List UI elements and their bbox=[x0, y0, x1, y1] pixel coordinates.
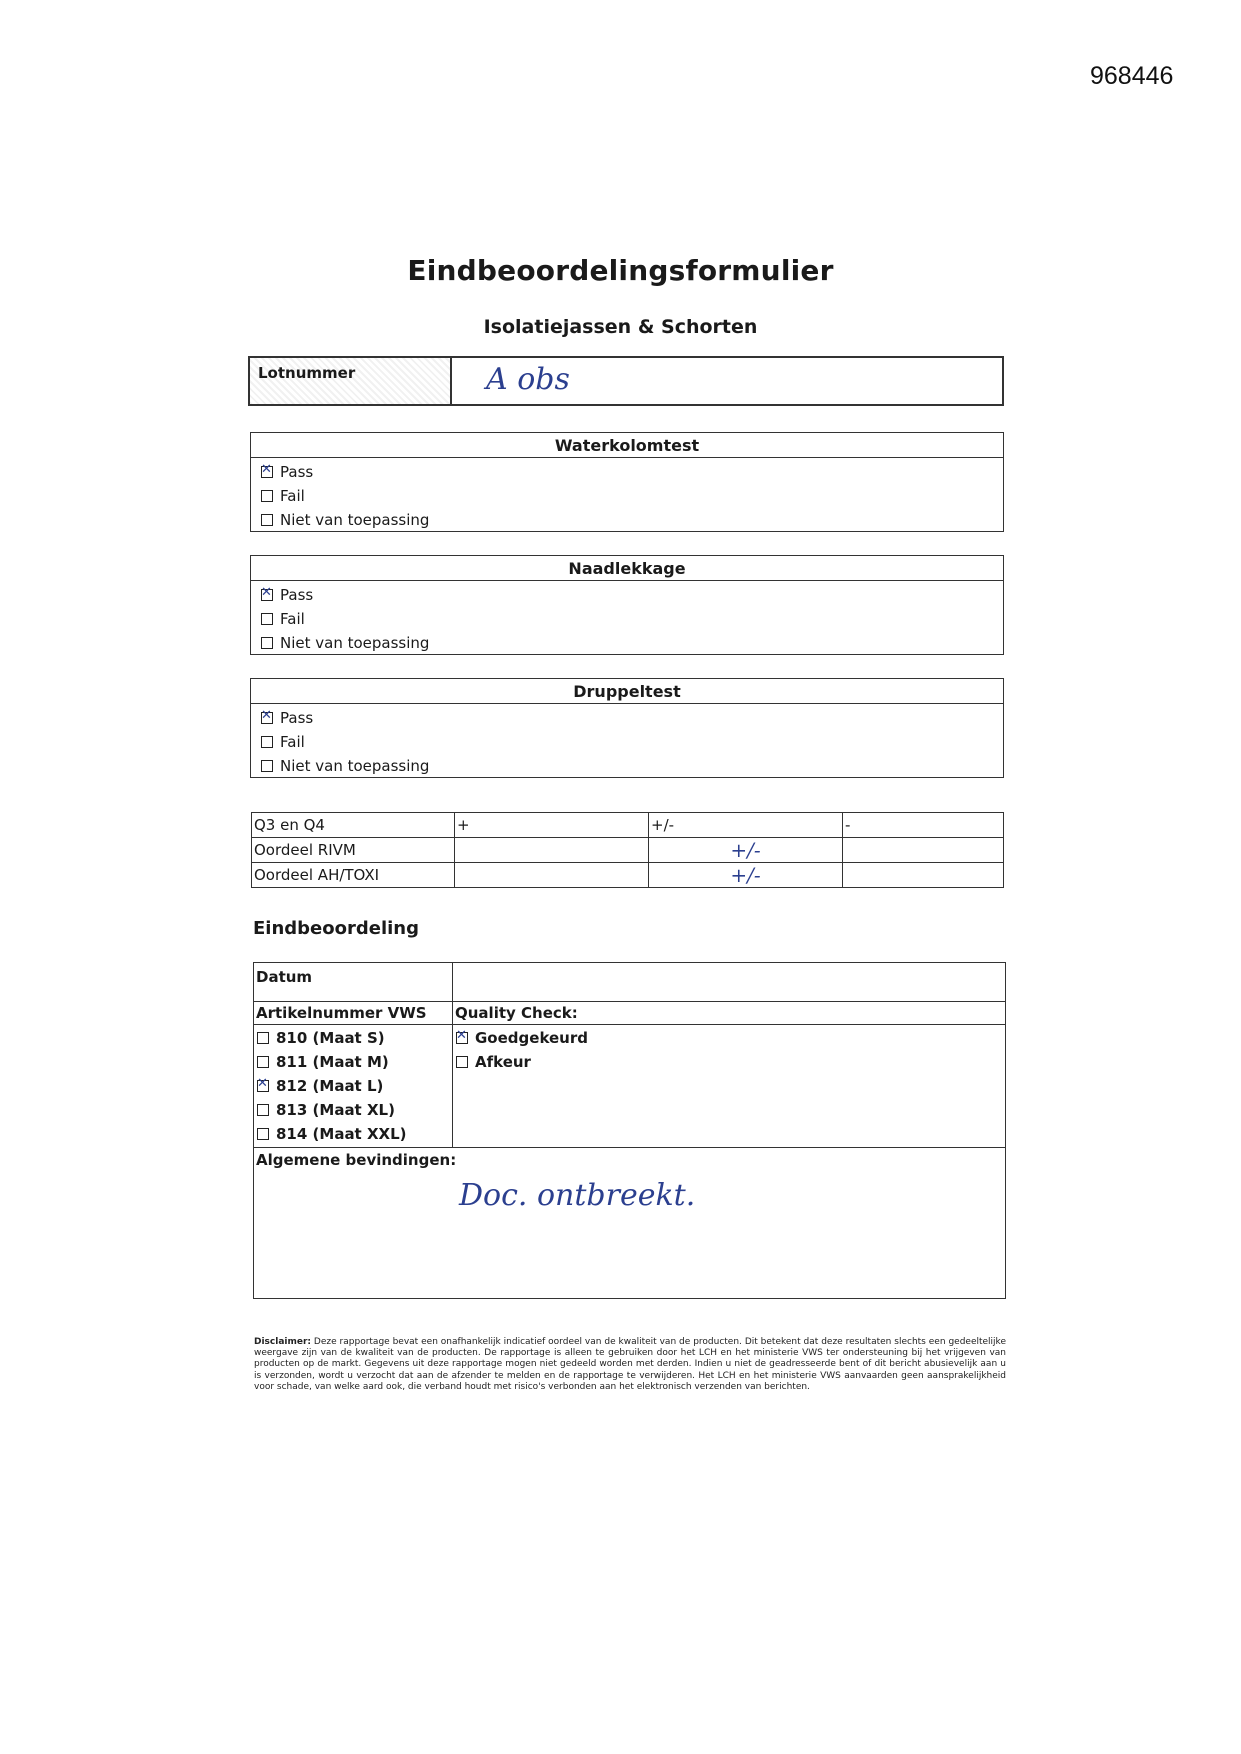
option-fail[interactable] bbox=[261, 607, 993, 631]
option-label: 813 (Maat XL) bbox=[276, 1101, 395, 1119]
checkbox-icon[interactable] bbox=[456, 1032, 468, 1044]
cell-plus[interactable] bbox=[455, 838, 649, 863]
divider bbox=[254, 1001, 1005, 1002]
artikel-options bbox=[257, 1026, 407, 1146]
header-cell: +/- bbox=[649, 813, 843, 838]
lotnummer-field[interactable] bbox=[452, 358, 1002, 404]
option-label: 810 (Maat S) bbox=[276, 1029, 385, 1047]
cell-plus[interactable] bbox=[455, 863, 649, 888]
eindbeoordeling-heading: Eindbeoordeling bbox=[253, 918, 419, 939]
checkbox-icon[interactable] bbox=[261, 736, 273, 748]
checkbox-icon[interactable] bbox=[257, 1080, 269, 1092]
option-label: 811 (Maat M) bbox=[276, 1053, 389, 1071]
divider bbox=[254, 1147, 1005, 1148]
q3-q4-table bbox=[251, 812, 1004, 888]
disclaimer bbox=[254, 1337, 1006, 1393]
option-label: Fail bbox=[280, 610, 305, 628]
row-label: Oordeel RIVM bbox=[252, 838, 455, 863]
cell-minus[interactable] bbox=[843, 863, 1004, 888]
test-druppeltest bbox=[250, 678, 1004, 778]
cell-plusminus[interactable]: +/- bbox=[649, 863, 843, 888]
test-title: Naadlekkage bbox=[251, 556, 1003, 581]
option-goedgekeurd[interactable] bbox=[456, 1026, 588, 1050]
header-cell: + bbox=[455, 813, 649, 838]
lotnummer-row bbox=[248, 356, 1004, 406]
checkbox-icon[interactable] bbox=[257, 1056, 269, 1068]
header-cell: Q3 en Q4 bbox=[252, 813, 455, 838]
option-fail[interactable] bbox=[261, 730, 993, 754]
cell-plusminus[interactable]: +/- bbox=[649, 838, 843, 863]
eindbeoordeling-table bbox=[253, 962, 1006, 1299]
option-afkeur[interactable] bbox=[456, 1050, 588, 1074]
option-label: Pass bbox=[280, 463, 314, 481]
datum-field[interactable] bbox=[460, 968, 1000, 994]
checkbox-icon[interactable] bbox=[257, 1128, 269, 1140]
checkbox-icon[interactable] bbox=[261, 490, 273, 502]
option-pass[interactable] bbox=[261, 583, 993, 607]
document-number: 968446 bbox=[1090, 62, 1174, 90]
datum-label: Datum bbox=[256, 968, 313, 986]
option-pass[interactable] bbox=[261, 706, 993, 730]
test-title: Waterkolomtest bbox=[251, 433, 1003, 458]
option-label: Niet van toepassing bbox=[280, 511, 430, 529]
option-814[interactable] bbox=[257, 1122, 407, 1146]
option-label: Niet van toepassing bbox=[280, 634, 430, 652]
option-niet-van-toepassing[interactable] bbox=[261, 631, 993, 655]
option-812[interactable] bbox=[257, 1074, 407, 1098]
checkbox-icon[interactable] bbox=[257, 1032, 269, 1044]
option-811[interactable] bbox=[257, 1050, 407, 1074]
page-subtitle: Isolatiejassen & Schorten bbox=[483, 316, 758, 338]
option-label: Pass bbox=[280, 586, 314, 604]
option-fail[interactable] bbox=[261, 484, 993, 508]
lotnummer-handwritten-value: A obs bbox=[486, 362, 570, 397]
checkbox-icon[interactable] bbox=[456, 1056, 468, 1068]
test-naadlekkage bbox=[250, 555, 1004, 655]
test-title: Druppeltest bbox=[251, 679, 1003, 704]
option-813[interactable] bbox=[257, 1098, 407, 1122]
checkbox-icon[interactable] bbox=[261, 514, 273, 526]
disclaimer-label: Disclaimer: bbox=[254, 1337, 312, 1347]
disclaimer-text: Deze rapportage bevat een onafhankelijk indicatief oordeel van de kwaliteit van de producten. Dit betekent dat deze resultaten slechts een gedeeltelijke weergave zijn van de kwaliteit van de producten. De rapportage is alleen te gebruiken door het LCH en het ministerie VWS ter ondersteuning bij het vrijgeven van producten op de markt. Gegevens uit deze rapportage mogen niet gedeeld worden met derden. Indien u niet de geadresseerde bent of dit bericht abusievelijk aan u is verzonden, wordt u verzocht dat aan de afzender te melden en de rapportage te verwijderen. Het LCH en het ministerie VWS aanvaarden geen aansprakelijkheid voor schade, van welke aard ook, die verband houdt met risico's verbonden aan het elektronisch verzenden van berichten. bbox=[254, 1337, 1006, 1392]
checkbox-icon[interactable] bbox=[257, 1104, 269, 1116]
checkbox-icon[interactable] bbox=[261, 466, 273, 478]
option-pass[interactable] bbox=[261, 460, 993, 484]
algemene-bevindingen-label: Algemene bevindingen: bbox=[256, 1151, 457, 1169]
option-label: 812 (Maat L) bbox=[276, 1077, 384, 1095]
option-label: Niet van toepassing bbox=[280, 757, 430, 775]
option-810[interactable] bbox=[257, 1026, 407, 1050]
table-header-row bbox=[252, 813, 1004, 838]
quality-options bbox=[456, 1026, 588, 1074]
quality-check-label: Quality Check: bbox=[455, 1004, 578, 1022]
lotnummer-label: Lotnummer bbox=[250, 358, 452, 404]
table-row bbox=[252, 863, 1004, 888]
algemene-bevindingen-field[interactable]: Doc. ontbreekt. bbox=[459, 1178, 696, 1213]
table-row bbox=[252, 838, 1004, 863]
checkbox-icon[interactable] bbox=[261, 760, 273, 772]
option-label: Pass bbox=[280, 709, 314, 727]
checkbox-icon[interactable] bbox=[261, 712, 273, 724]
checkbox-icon[interactable] bbox=[261, 589, 273, 601]
option-label: Afkeur bbox=[475, 1053, 531, 1071]
cell-minus[interactable] bbox=[843, 838, 1004, 863]
option-label: 814 (Maat XXL) bbox=[276, 1125, 407, 1143]
checkbox-icon[interactable] bbox=[261, 637, 273, 649]
header-cell: - bbox=[843, 813, 1004, 838]
page-title: Eindbeoordelingsformulier bbox=[407, 254, 834, 287]
artikelnummer-label: Artikelnummer VWS bbox=[256, 1004, 427, 1022]
divider bbox=[254, 1024, 1005, 1025]
option-label: Goedgekeurd bbox=[475, 1029, 588, 1047]
option-label: Fail bbox=[280, 487, 305, 505]
test-waterkolomtest bbox=[250, 432, 1004, 532]
option-niet-van-toepassing[interactable] bbox=[261, 754, 993, 778]
divider bbox=[452, 963, 453, 1147]
option-niet-van-toepassing[interactable] bbox=[261, 508, 993, 532]
row-label: Oordeel AH/TOXI bbox=[252, 863, 455, 888]
checkbox-icon[interactable] bbox=[261, 613, 273, 625]
option-label: Fail bbox=[280, 733, 305, 751]
